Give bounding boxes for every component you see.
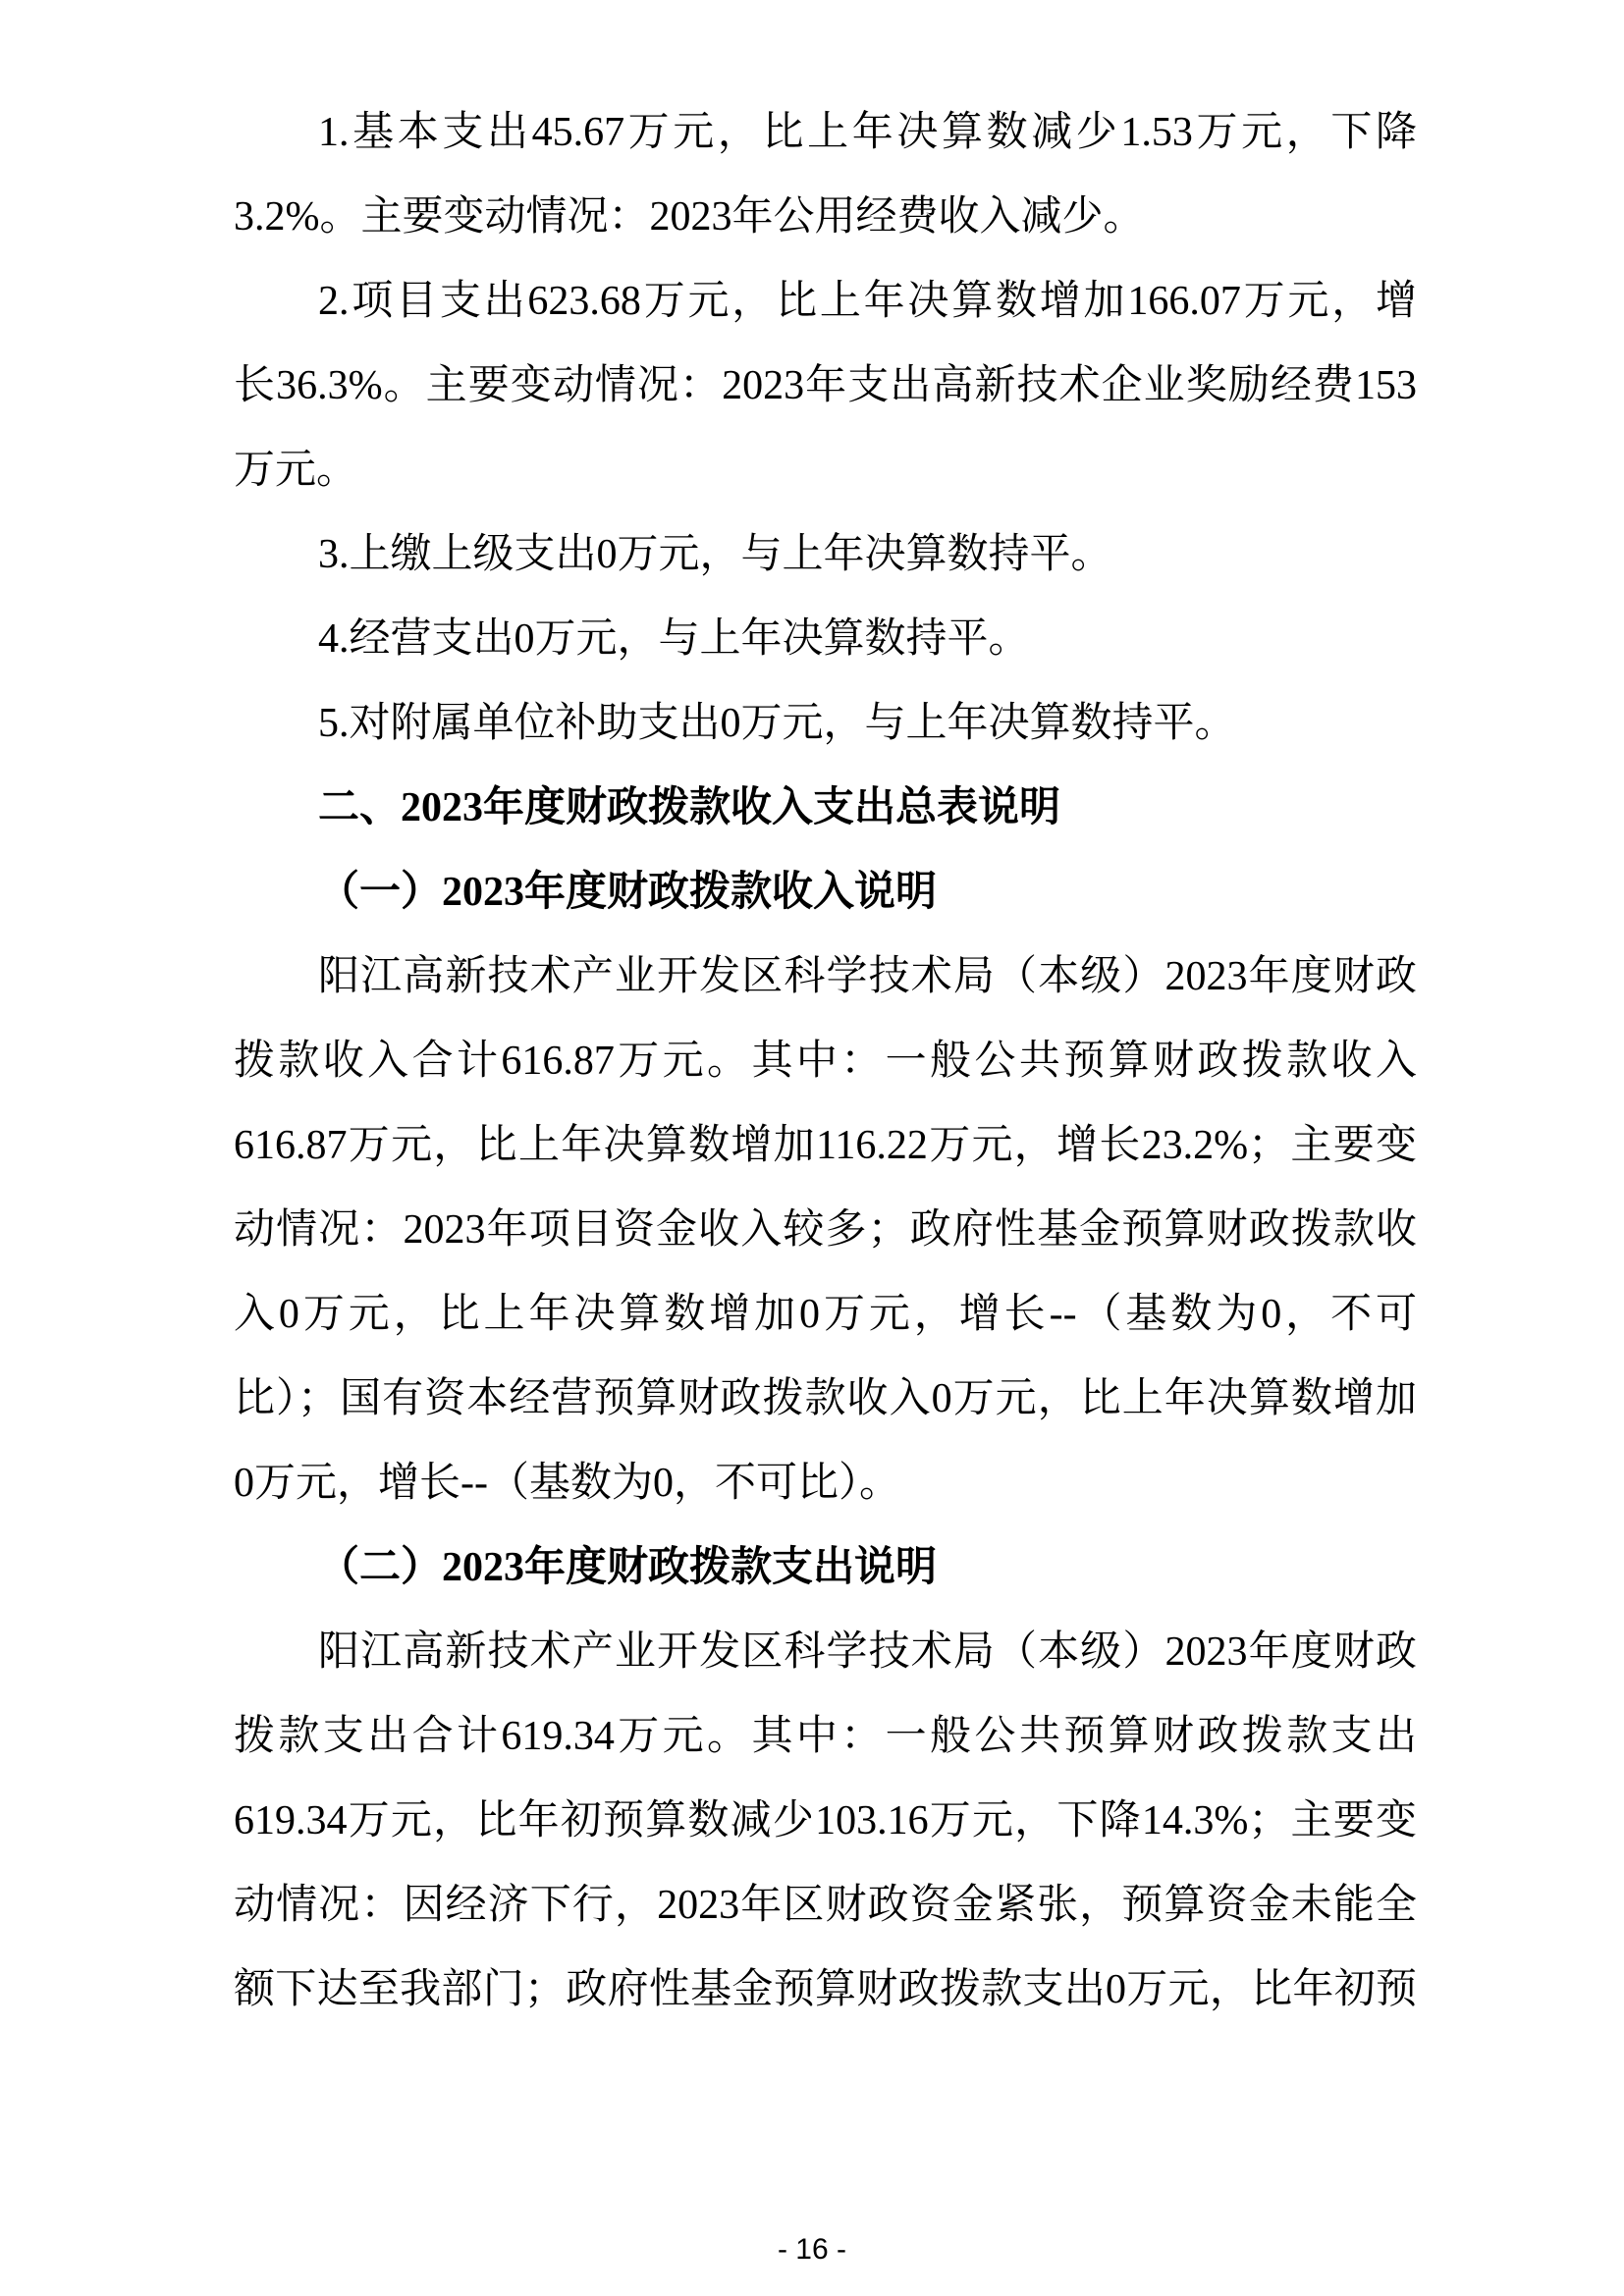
paragraph-line: 阳江高新技术产业开发区科学技术局（本级）2023年度财政 <box>318 1629 1417 1675</box>
document-body <box>234 90 1417 2032</box>
paragraph-line: 万元。 <box>234 448 358 493</box>
paragraph-line: 0万元，增长--（基数为0，不可比）。 <box>234 1461 900 1506</box>
paragraph-line: 1.基本支出45.67万元，比上年决算数减少1.53万元，下降 <box>318 110 1417 155</box>
paragraph-line: 3.2%。主要变动情况：2023年公用经费收入减少。 <box>234 194 1145 240</box>
paragraph-line: 入0万元，比上年决算数增加0万元，增长--（基数为0，不可 <box>234 1292 1417 1337</box>
paragraph-line: 动情况：因经济下行，2023年区财政资金紧张，预算资金未能全 <box>234 1883 1417 1928</box>
paragraph-line: 616.87万元，比上年决算数增加116.22万元，增长23.2%；主要变 <box>234 1123 1417 1168</box>
section-heading: 二、2023年度财政拨款收入支出总表说明 <box>318 785 1061 830</box>
paragraph-line: 动情况：2023年项目资金收入较多；政府性基金预算财政拨款收 <box>234 1207 1417 1253</box>
paragraph-line: 拨款支出合计619.34万元。其中：一般公共预算财政拨款支出 <box>234 1714 1417 1759</box>
paragraph-line: 4.经营支出0万元，与上年决算数持平。 <box>318 616 1030 662</box>
paragraph-line: 3.上缴上级支出0万元，与上年决算数持平。 <box>318 532 1112 577</box>
paragraph-line: 619.34万元，比年初预算数减少103.16万元，下降14.3%；主要变 <box>234 1798 1417 1843</box>
paragraph-line: 2.项目支出623.68万元，比上年决算数增加166.07万元，增 <box>318 279 1417 324</box>
paragraph-line: 阳江高新技术产业开发区科学技术局（本级）2023年度财政 <box>318 954 1417 999</box>
subsection-heading: （一）2023年度财政拨款收入说明 <box>318 870 938 915</box>
paragraph-line: 额下达至我部门；政府性基金预算财政拨款支出0万元，比年初预 <box>234 1967 1417 2012</box>
page-number: - 16 - <box>777 2233 847 2266</box>
paragraph-line: 拨款收入合计616.87万元。其中：一般公共预算财政拨款收入 <box>234 1039 1417 1084</box>
paragraph-line: 长36.3%。主要变动情况：2023年支出高新技术企业奖励经费153 <box>234 363 1417 408</box>
paragraph-line: 5.对附属单位补助支出0万元，与上年决算数持平。 <box>318 701 1236 746</box>
subsection-heading: （二）2023年度财政拨款支出说明 <box>318 1545 938 1590</box>
paragraph-line: 比）；国有资本经营预算财政拨款收入0万元，比上年决算数增加 <box>234 1376 1417 1421</box>
